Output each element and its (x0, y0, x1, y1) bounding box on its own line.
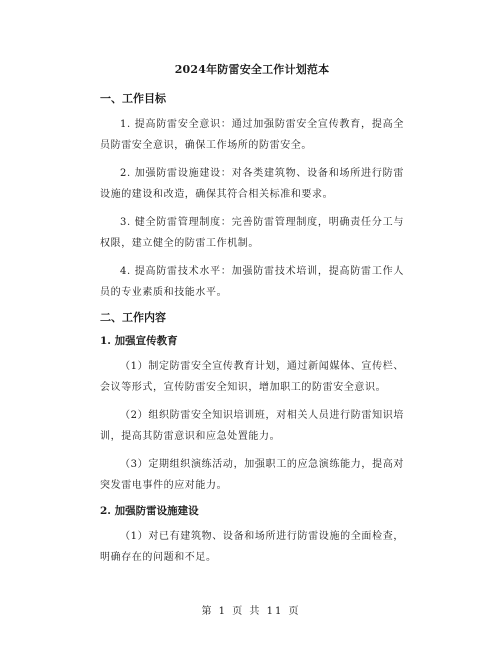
goal-item-2: 2. 加强防雷设施建设：对各类建筑物、设备和场所进行防雷设施的建设和改造，确保其符合相关标准和要求。 (100, 168, 404, 200)
publicity-item-2: （2）组织防雷安全知识培训班，对相关人员进行防雷知识培训，提高其防雷意识和应急处置能力。 (100, 410, 404, 442)
subsection-heading-facilities: 2. 加强防雷设施建设 (100, 505, 199, 517)
page-number-footer: 第 1 页 共 11 页 (201, 606, 301, 617)
document-body (100, 62, 404, 575)
goal-item-3: 3. 健全防雷管理制度：完善防雷管理制度，明确责任分工与权限，建立健全的防雷工作机制。 (100, 217, 404, 249)
goal-item-1: 1. 提高防雷安全意识：通过加强防雷安全宣传教育，提高全员防雷安全意识，确保工作场所的防雷安全。 (100, 119, 404, 151)
facilities-item-1: （1）对已有建筑物、设备和场所进行防雷设施的全面检查，明确存在的问题和不足。 (100, 531, 404, 563)
subsection-heading-publicity: 1. 加强宣传教育 (100, 335, 178, 347)
section-heading-work-content: 二、工作内容 (100, 311, 166, 324)
goal-item-4: 4. 提高防雷技术水平：加强防雷技术培训，提高防雷工作人员的专业素质和技能水平。 (100, 266, 404, 298)
document-title: 2024年防雷安全工作计划范本 (174, 63, 330, 76)
publicity-item-1: （1）制定防雷安全宣传教育计划，通过新闻媒体、宣传栏、会议等形式，宣传防雷安全知识，增加职工的防雷安全意识。 (100, 361, 404, 393)
publicity-item-3: （3）定期组织演练活动，加强职工的应急演练能力，提高对突发雷电事件的应对能力。 (100, 459, 404, 491)
section-heading-work-goals: 一、工作目标 (100, 92, 166, 105)
